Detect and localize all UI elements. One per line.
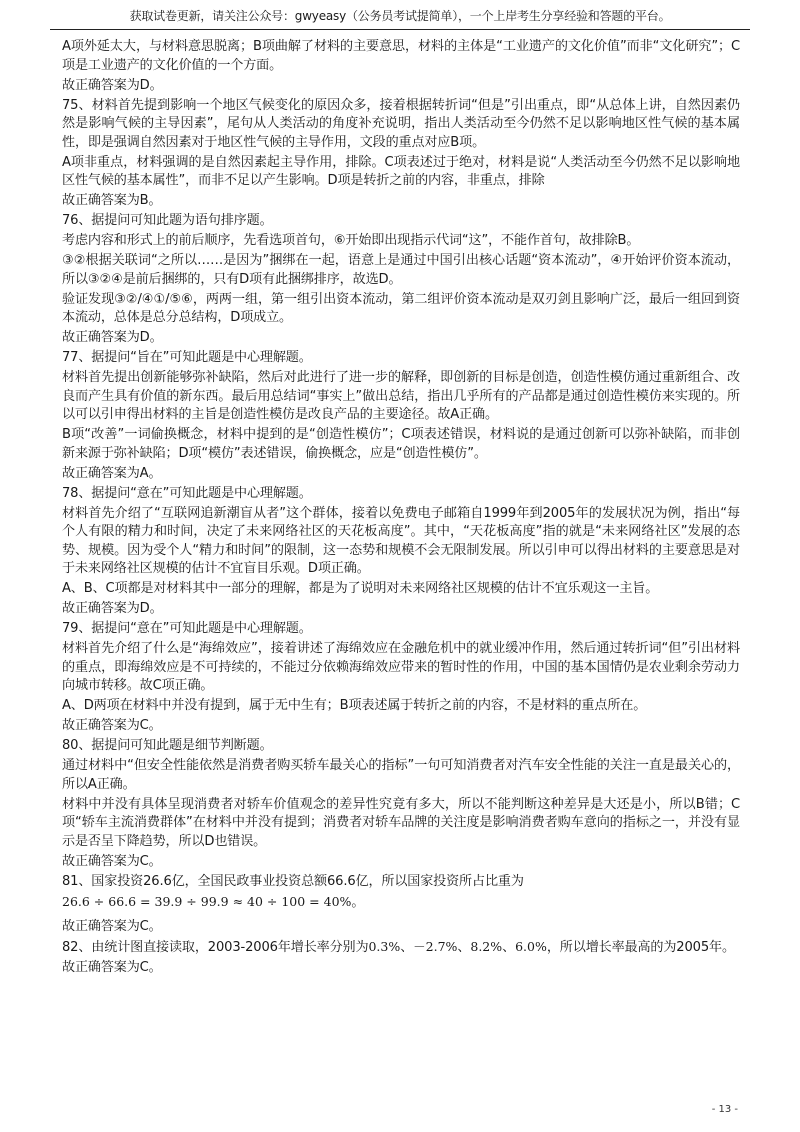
q82-rate: 0.3%	[368, 939, 401, 954]
paragraph: 78、据提问“意在”可知此题是中心理解题。	[62, 485, 312, 501]
q82-suffix: ，所以增长率最高的为2005年。	[546, 940, 735, 955]
q81-formula-end: 。	[351, 894, 365, 910]
paragraph: 79、据提问“意在”可知此题是中心理解题。	[62, 621, 312, 636]
q82-paragraph	[62, 938, 740, 958]
paragraph: 75、材料首先提到影响一个地区气候变化的原因众多，接着根据转折词“但是”引出重点，即“从总体上讲，自然因素仍然是影响气候的主导因素”，尾句从人类活动的角度补充说明，指出人类活动至今仍然不足以影响地区性气候的基本属性，即是强调自然因素对于地区性气候的主导作用，文段的重点对应B项。	[62, 97, 740, 150]
paragraph: 故正确答案为C。	[62, 919, 162, 934]
q82-separator: 、	[400, 940, 414, 955]
page-body	[62, 38, 740, 979]
header-divider	[50, 29, 750, 30]
paragraph: 材料首先介绍了什么是“海绵效应”，接着讲述了海绵效应在金融危机中的就业缓冲作用，然后通过转折词“但”引出材料的重点，即海绵效应是不可持续的，不能过分依赖海绵效应带来的暂时性的作用，中国的基本国情仍是农业剩余劳动力向城市转移。故C项正确。	[62, 641, 740, 693]
q82-rate: 8.2%	[470, 939, 503, 954]
paragraph: 80、据提问可知此题是细节判断题。	[62, 738, 273, 753]
paragraph: 通过材料中“但安全性能依然是消费者购买轿车最关心的指标”一句可知消费者对汽车安全性能的关注一直是最关心的，所以A正确。	[62, 758, 740, 792]
q82-prefix: 82、由统计图直接读取，2003-2006年增长率分别为	[62, 940, 369, 955]
q81-formula-line	[62, 893, 740, 913]
paragraph: 材料首先提出创新能够弥补缺陷，然后对此进行了进一步的解释，即创新的目标是创造，创造性模仿通过重新组合、改良而产生具有价值的新东西。最后用总结词“事实上”做出总结，指出几乎所有的产品都是通过创造性模仿来实现的。所以可以引申得出材料的主旨是创造性模仿是改良产品的主要途径。故A正确。	[62, 370, 740, 422]
paragraph: 故正确答案为C。	[62, 960, 162, 975]
paragraph: 故正确答案为D。	[62, 601, 163, 616]
q82-rate: －2.7%	[413, 939, 458, 954]
paragraph: 材料中并没有具体呈现消费者对轿车价值观念的差异性究竟有多大，所以不能判断这种差异是大还是小，所以B错；C项“轿车主流消费群体”在材料中并没有提到；消费者对轿车品牌的关注度是影响消费者购车意向的指标之一，并没有显示是否呈下降趋势，所以D也错误。	[62, 796, 740, 849]
paragraph: 材料首先介绍了“互联网追新潮盲从者”这个群体，接着以免费电子邮箱自1999年到2005年的发展状况为例，指出“每个人有限的精力和时间，决定了未来网络社区的天花板高度”。其中，“天花板高度”指的就是“未来网络社区”发展的态势、规模。因为受个人“精力和时间”的限制，这一态势和规模不会无限制发展。所以引申可以得出材料的主要意思是对于未来网络社区规模的估计不宜盲目乐观。D项正确。	[62, 505, 740, 576]
q81-formula: 26.6 ÷ 66.6 = 39.9 ÷ 99.9 ≈ 40 ÷ 100 = 40%	[62, 893, 352, 909]
paragraph: 故正确答案为D。	[62, 330, 163, 345]
page-number: - 13 -	[711, 1104, 738, 1115]
paragraph: 81、国家投资26.6亿，全国民政事业投资总额66.6亿，所以国家投资所占比重为	[62, 873, 524, 889]
paragraph: A项外延太大，与材料意思脱离；B项曲解了材料的主要意思，材料的主体是“工业遗产的文化价值”而非“文化研究”；C项是工业遗产的文化价值的一个方面。	[62, 39, 740, 73]
q82-separator: 、	[502, 940, 516, 955]
paragraph: 77、据提问“旨在”可知此题是中心理解题。	[62, 350, 312, 365]
paragraph: 验证发现③②/④①/⑤⑥，两两一组，第一组引出资本流动，第二组评价资本流动是双刃剑且影响广泛，最后一组回到资本流动，总体是总分总结构，D项成立。	[62, 291, 740, 325]
q82-rate: 6.0%	[515, 939, 547, 954]
paragraph: 故正确答案为D。	[62, 77, 163, 93]
paragraph: B项“改善”一词偷换概念，材料中提到的是“创造性模仿”；C项表述错误，材料说的是通过创新可以弥补缺陷，而非创新来源于弥补缺陷；D项“模仿”表述错误，偷换概念，应是“创造性模仿”。	[62, 427, 740, 461]
paragraph: 76、据提问可知此题为语句排序题。	[62, 213, 273, 228]
paragraph: 考虑内容和形式上的前后顺序，先看选项首句，⑥开始即出现指示代词“这”，不能作首句，故排除B。	[62, 233, 640, 248]
paragraph: 故正确答案为C。	[62, 853, 162, 869]
paragraph: A、D两项在材料中并没有提到，属于无中生有；B项表述属于转折之前的内容，不是材料的重点所在。	[62, 698, 647, 713]
paragraph: 故正确答案为B。	[62, 193, 162, 208]
paragraph: A、B、C项都是对材料其中一部分的理解，都是为了说明对未来网络社区规模的估计不宜乐观这一主旨。	[62, 581, 659, 596]
paragraph: A项非重点，材料强调的是自然因素起主导作用，排除。C项表述过于绝对，材料是说“人类活动至今仍然不足以影响地区性气候的基本属性”，而非不足以产生影响。D项是转折之前的内容，非重点，排除	[62, 154, 740, 188]
q82-separator: 、	[457, 940, 471, 955]
paragraph: 故正确答案为C。	[62, 718, 162, 733]
paragraph: ③②根据关联词“之所以……是因为”捆绑在一起，语意上是通过中国引出核心话题“资本流动”，④开始评价资本流动，所以③②④是前后捆绑的，只有D项有此捆绑排序，故选D。	[62, 253, 740, 287]
paragraph: 故正确答案为A。	[62, 465, 162, 481]
page-header: 获取试卷更新，请关注公众号：gwyeasy（公务员考试提简单），一个上岸考生分享经验和答题的平台。	[129, 9, 671, 23]
